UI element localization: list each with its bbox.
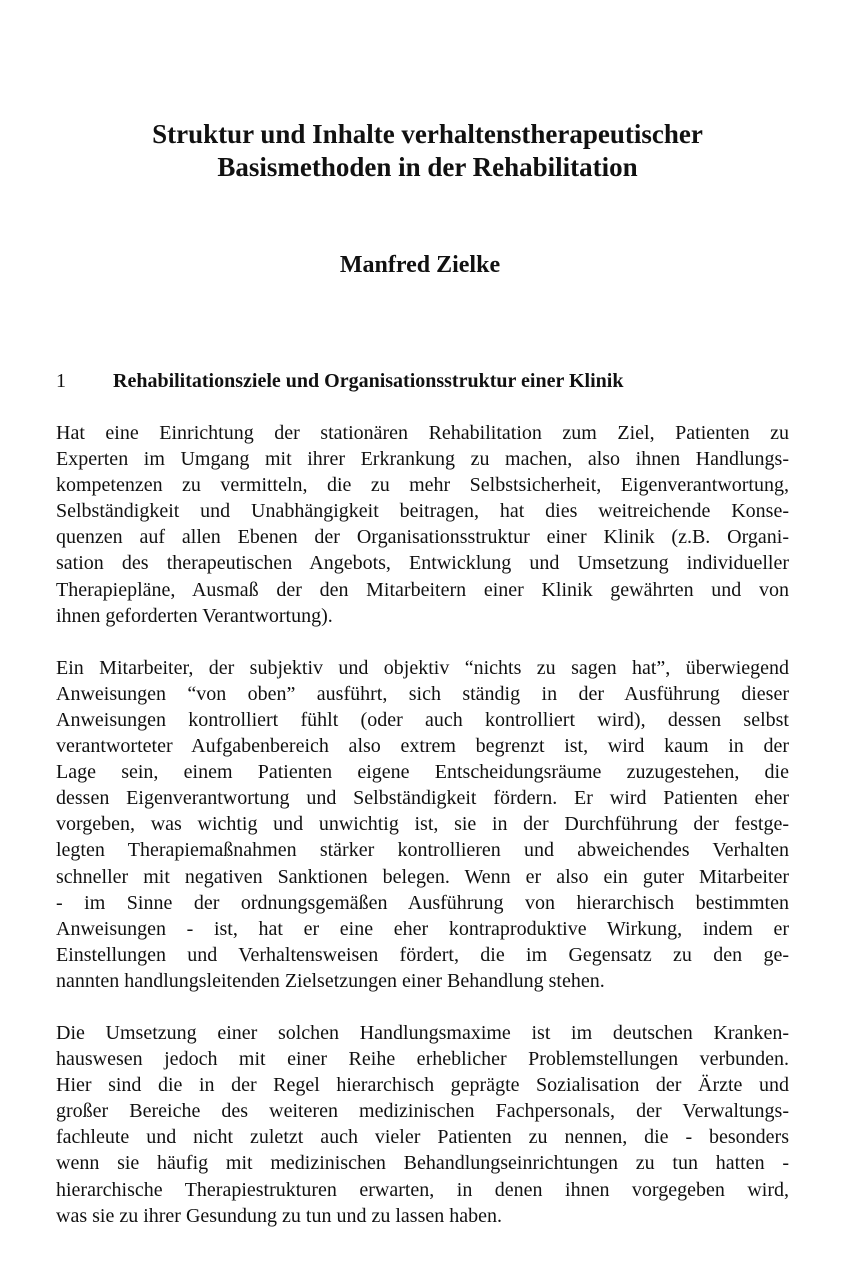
paragraph-line: ihnen geforderten Verantwortung). — [56, 604, 333, 627]
paragraph-line: quenzen auf allen Ebenen der Organisationsstruktur einer Klinik (z.B. Organi- — [56, 526, 789, 549]
document-title — [60, 118, 795, 184]
paragraph-line: Die Umsetzung einer solchen Handlungsmaxime ist im deutschen Kranken- — [56, 1021, 789, 1044]
paragraph-line: Therapiepläne, Ausmaß der den Mitarbeitern einer Klinik gewährten und von — [56, 578, 789, 601]
paragraph-line: kompetenzen zu vermitteln, die zu mehr Selbstsicherheit, Eigenverantwortung, — [56, 474, 789, 497]
paragraph-line: nannten handlungsleitenden Zielsetzungen einer Behandlung stehen. — [56, 969, 605, 992]
paragraph-line: schneller mit negativen Sanktionen belegen. Wenn er also ein guter Mitarbeiter — [56, 865, 789, 888]
author-name: Manfred Zielke — [339, 252, 501, 278]
paragraph-line: Hat eine Einrichtung der stationären Rehabilitation zum Ziel, Patienten zu — [56, 422, 789, 444]
paragraph-line: Anweisungen “von oben” ausführt, sich ständig in der Ausführung dieser — [56, 682, 789, 705]
body-text — [56, 420, 789, 1255]
paragraph-line: wenn sie häufig mit medizinischen Behandlungseinrichtungen zu tun hatten - — [56, 1152, 789, 1175]
paragraph-line: hauswesen jedoch mit einer Reihe erheblicher Problemstellungen verbunden. — [56, 1048, 789, 1071]
paragraph-line: fachleute und nicht zuletzt auch vieler Patienten zu nennen, die - besonders — [56, 1126, 789, 1149]
paragraph-line: legten Therapiemaßnahmen stärker kontrollieren und abweichendes Verhalten — [56, 839, 789, 862]
paragraph-line: - im Sinne der ordnungsgemäßen Ausführung von hierarchisch bestimmten — [56, 891, 789, 914]
paragraph-line: was sie zu ihrer Gesundung zu tun und zu lassen haben. — [56, 1204, 502, 1227]
paragraph-line: großer Bereiche des weiteren medizinischen Fachpersonals, der Verwaltungs- — [56, 1100, 789, 1123]
section-number: 1 — [56, 370, 66, 392]
paragraph — [56, 655, 789, 994]
paragraph — [56, 1020, 789, 1229]
paragraph-line: sation des therapeutischen Angebots, Entwicklung und Umsetzung individueller — [56, 552, 789, 575]
paragraph-line: dessen Eigenverantwortung und Selbständigkeit fördern. Er wird Patienten eher — [56, 787, 789, 810]
paragraph-line: Hier sind die in der Regel hierarchisch geprägte Sozialisation der Ärzte und — [56, 1074, 789, 1097]
title-line: Struktur und Inhalte verhaltenstherapeutischer — [152, 119, 703, 149]
paragraph-line: Anweisungen kontrolliert fühlt (oder auch kontrolliert wird), dessen selbst — [56, 708, 789, 731]
paragraph-line: Einstellungen und Verhaltensweisen fördert, die im Gegensatz zu den ge- — [56, 943, 789, 966]
paragraph-line: vorgeben, was wichtig und unwichtig ist, sie in der Durchführung der festge- — [56, 813, 789, 836]
paragraph-line: Anweisungen - ist, hat er eine eher kontraproduktive Wirkung, indem er — [56, 917, 789, 940]
title-line: Basismethoden in der Rehabilitation — [217, 152, 638, 182]
paragraph-line: Selbständigkeit und Unabhängigkeit beitragen, hat dies weitreichende Konse- — [56, 500, 789, 523]
paragraph-line: Experten im Umgang mit ihrer Erkrankung zu machen, also ihnen Handlungs- — [56, 448, 789, 471]
paragraph-line: Lage sein, einem Patienten eigene Entscheidungsräume zuzugestehen, die — [56, 761, 789, 784]
paragraph-line: verantworteter Aufgabenbereich also extrem begrenzt ist, wird kaum in der — [56, 735, 789, 758]
paragraph — [56, 420, 789, 629]
paragraph-line: Ein Mitarbeiter, der subjektiv und objektiv “nichts zu sagen hat”, überwiegend — [56, 656, 789, 679]
section-heading — [56, 368, 623, 394]
paragraph-line: hierarchische Therapiestrukturen erwarten, in denen ihnen vorgegeben wird, — [56, 1178, 789, 1201]
section-title: Rehabilitationsziele und Organisationsstruktur einer Klinik — [113, 370, 624, 392]
